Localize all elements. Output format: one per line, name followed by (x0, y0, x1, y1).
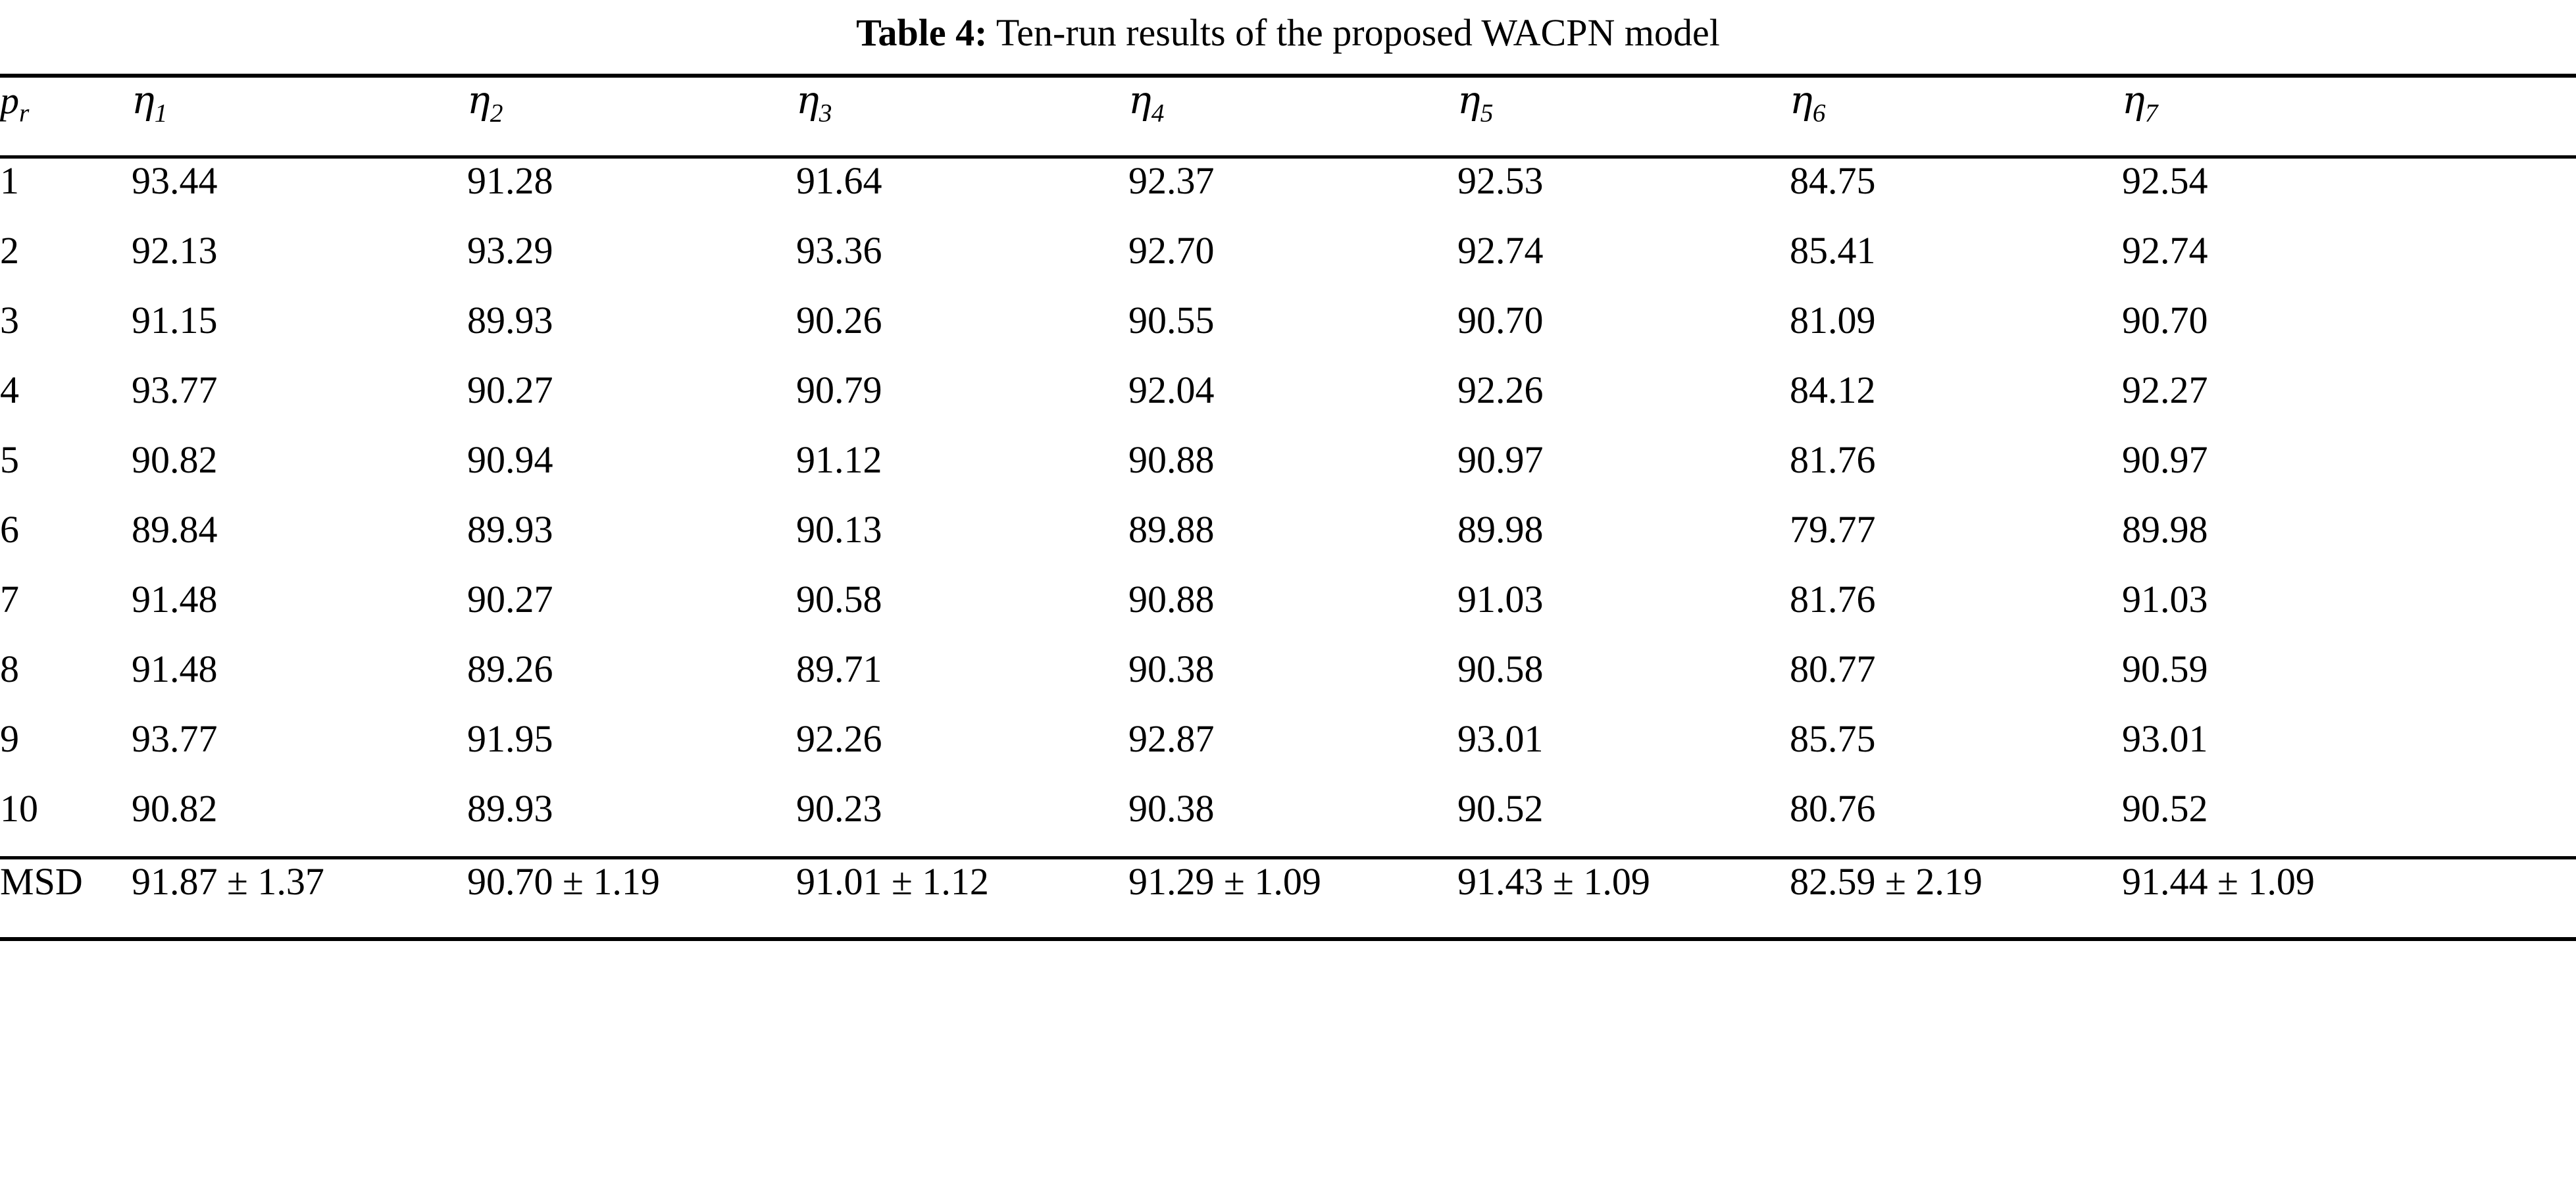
table-summary-row (0, 857, 2576, 937)
column-header-eta7: $\eta_7$ (2122, 76, 2576, 157)
table-row (0, 228, 2576, 298)
cell-eta4: 90.38 (1128, 647, 1215, 690)
table-caption (0, 0, 2576, 74)
cell-eta2: 90.27 (467, 577, 553, 621)
cell-eta1: 92.13 (132, 228, 218, 272)
column-header-eta5: $\eta_5$ (1457, 76, 1790, 157)
table-row (0, 438, 2576, 507)
column-header-pr: $p_r$ (0, 76, 132, 157)
cell-pr: 4 (0, 368, 19, 411)
cell-eta1: 89.84 (132, 507, 218, 551)
cell-eta5: 92.74 (1457, 228, 1544, 272)
cell-eta4: 89.88 (1128, 507, 1215, 551)
cell-eta7: 92.54 (2122, 157, 2576, 228)
cell-msd-label: MSD (0, 857, 132, 937)
cell-msd-eta4: 91.29 ± 1.09 (1128, 857, 1457, 937)
cell-eta6: 84.75 (1790, 157, 2122, 228)
cell-eta6: 79.77 (1790, 507, 1876, 551)
cell-eta6: 81.76 (1790, 438, 1876, 481)
cell-eta3: 90.26 (796, 298, 882, 342)
table-row (0, 298, 2576, 368)
cell-msd-eta3: 91.01 ± 1.12 (796, 857, 1128, 937)
cell-eta5: 92.53 (1457, 157, 1790, 228)
cell-eta6: 85.75 (1790, 717, 1876, 760)
cell-pr: 7 (0, 577, 19, 621)
cell-eta6: 84.12 (1790, 368, 1876, 411)
cell-eta3: 92.26 (796, 717, 882, 760)
cell-pr: 3 (0, 298, 19, 342)
table-row (0, 647, 2576, 717)
table-row (0, 717, 2576, 786)
cell-eta7: 90.70 (2122, 298, 2208, 342)
cell-msd-eta6: 82.59 ± 2.19 (1790, 857, 2122, 937)
cell-eta7: 92.27 (2122, 368, 2208, 411)
cell-eta4: 92.87 (1128, 717, 1215, 760)
cell-eta1: 91.15 (132, 298, 218, 342)
table-bottom-rule (0, 937, 2576, 941)
cell-eta4: 92.70 (1128, 228, 1215, 272)
cell-eta5: 89.98 (1457, 507, 1544, 551)
cell-eta6: 80.76 (1790, 786, 1876, 830)
column-header-eta1: $\eta_1$ (132, 76, 467, 157)
column-header-eta6: $\eta_6$ (1790, 76, 2122, 157)
cell-eta5: 90.70 (1457, 298, 1544, 342)
cell-eta2: 91.28 (467, 157, 796, 228)
cell-eta2: 89.93 (467, 786, 553, 830)
cell-pr: 6 (0, 507, 19, 551)
cell-eta2: 90.94 (467, 438, 553, 481)
cell-eta1: 90.82 (132, 438, 218, 481)
cell-msd-eta2: 90.70 ± 1.19 (467, 857, 796, 937)
cell-eta7: 92.74 (2122, 228, 2208, 272)
cell-eta2: 89.26 (467, 647, 553, 690)
cell-eta3: 90.23 (796, 786, 882, 830)
cell-eta7: 93.01 (2122, 717, 2208, 760)
cell-eta4: 92.37 (1128, 157, 1457, 228)
table-row (0, 786, 2576, 858)
cell-pr: 5 (0, 438, 19, 481)
cell-eta1: 93.77 (132, 717, 218, 760)
cell-msd-eta7: 91.44 ± 1.09 (2122, 857, 2576, 937)
cell-eta6: 80.77 (1790, 647, 1876, 690)
cell-eta7: 90.59 (2122, 647, 2208, 690)
cell-eta7: 90.52 (2122, 786, 2208, 830)
cell-eta3: 91.64 (796, 157, 1128, 228)
cell-eta2: 93.29 (467, 228, 553, 272)
cell-msd-eta1: 91.87 ± 1.37 (132, 857, 467, 937)
cell-eta4: 90.55 (1128, 298, 1215, 342)
column-header-eta2: $\eta_2$ (467, 76, 796, 157)
caption-text: Ten-run results of the proposed WACPN model (996, 11, 1720, 54)
table-row (0, 507, 2576, 577)
cell-eta5: 91.03 (1457, 577, 1544, 621)
table-row (0, 368, 2576, 438)
cell-eta3: 93.36 (796, 228, 882, 272)
results-table (0, 74, 2576, 937)
cell-eta1: 90.82 (132, 786, 218, 830)
table-row (0, 157, 2576, 228)
table-header-row (0, 76, 2576, 157)
cell-eta1: 91.48 (132, 647, 218, 690)
column-header-eta4: $\eta_4$ (1128, 76, 1457, 157)
cell-eta7: 91.03 (2122, 577, 2208, 621)
cell-eta6: 81.09 (1790, 298, 1876, 342)
cell-pr: 2 (0, 228, 19, 272)
cell-eta3: 91.12 (796, 438, 882, 481)
cell-eta3: 89.71 (796, 647, 882, 690)
cell-eta1: 91.48 (132, 577, 218, 621)
cell-msd-eta5: 91.43 ± 1.09 (1457, 857, 1790, 937)
table-row (0, 577, 2576, 647)
cell-eta6: 85.41 (1790, 228, 1876, 272)
cell-eta7: 90.97 (2122, 438, 2208, 481)
cell-eta1: 93.44 (132, 157, 467, 228)
cell-eta2: 89.93 (467, 507, 553, 551)
cell-eta3: 90.13 (796, 507, 882, 551)
cell-eta2: 89.93 (467, 298, 553, 342)
cell-eta5: 90.52 (1457, 786, 1544, 830)
cell-eta5: 93.01 (1457, 717, 1544, 760)
cell-eta4: 90.88 (1128, 438, 1215, 481)
column-header-eta3: $\eta_3$ (796, 76, 1128, 157)
cell-pr: 1 (0, 157, 132, 228)
cell-eta2: 90.27 (467, 368, 553, 411)
cell-eta5: 90.97 (1457, 438, 1544, 481)
cell-eta3: 90.79 (796, 368, 882, 411)
cell-pr: 10 (0, 786, 38, 830)
cell-eta5: 92.26 (1457, 368, 1544, 411)
cell-eta5: 90.58 (1457, 647, 1544, 690)
cell-pr: 9 (0, 717, 19, 760)
cell-eta1: 93.77 (132, 368, 218, 411)
cell-eta6: 81.76 (1790, 577, 1876, 621)
cell-eta4: 90.88 (1128, 577, 1215, 621)
caption-label: Table 4: (856, 11, 988, 54)
cell-eta3: 90.58 (796, 577, 882, 621)
cell-eta2: 91.95 (467, 717, 553, 760)
cell-eta4: 90.38 (1128, 786, 1215, 830)
cell-eta7: 89.98 (2122, 507, 2208, 551)
cell-pr: 8 (0, 647, 19, 690)
cell-eta4: 92.04 (1128, 368, 1215, 411)
